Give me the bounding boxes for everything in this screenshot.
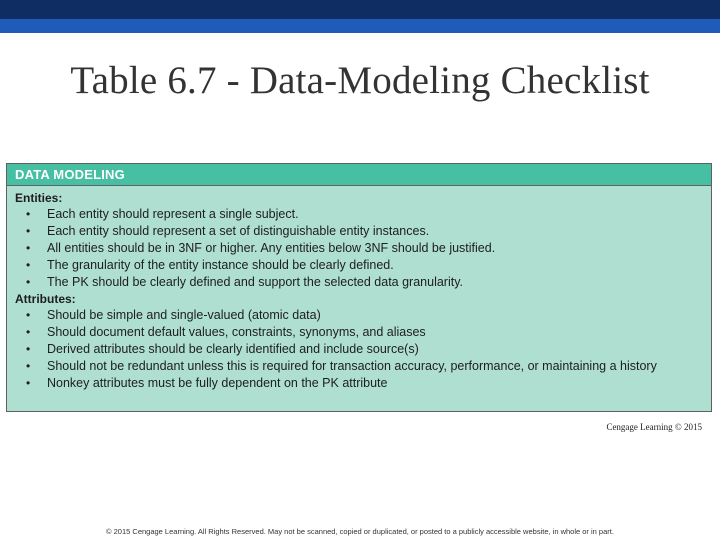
top-band-blue: [0, 19, 720, 33]
bullet-icon: •: [26, 258, 31, 272]
list-item-text: The PK should be clearly defined and support the selected data granularity.: [47, 275, 464, 289]
bullet-icon: •: [26, 241, 31, 255]
entities-list: [15, 206, 703, 291]
bullet-icon: •: [26, 342, 31, 356]
entities-heading: Entities:: [15, 191, 63, 205]
list-item: [15, 324, 703, 341]
list-item: [15, 257, 703, 274]
list-item: [15, 341, 703, 358]
attributes-heading: Attributes:: [15, 292, 76, 306]
list-item-text: The granularity of the entity instance should be clearly defined.: [47, 258, 394, 272]
list-item-text: Should not be redundant unless this is required for transaction accuracy, performance, or maintaining a history: [47, 359, 657, 373]
list-item-text: Should be simple and single-valued (atomic data): [47, 308, 321, 322]
image-credit: Cengage Learning © 2015: [606, 422, 702, 432]
table-header: DATA MODELING: [7, 164, 711, 186]
bullet-icon: •: [26, 376, 31, 390]
bullet-icon: •: [26, 359, 31, 373]
bullet-icon: •: [26, 275, 31, 289]
list-item-text: Each entity should represent a single subject.: [47, 207, 299, 221]
list-item: [15, 240, 703, 257]
list-item-text: Derived attributes should be clearly identified and include source(s): [47, 342, 419, 356]
bullet-icon: •: [26, 325, 31, 339]
bullet-icon: •: [26, 308, 31, 322]
bullet-icon: •: [26, 207, 31, 221]
list-item: [15, 358, 703, 375]
list-item-text: All entities should be in 3NF or higher. Any entities below 3NF should be justified.: [47, 241, 496, 255]
list-item: [15, 206, 703, 223]
list-item: [15, 307, 703, 324]
list-item-text: Each entity should represent a set of distinguishable entity instances.: [47, 224, 430, 238]
list-item-text: Nonkey attributes must be fully dependent on the PK attribute: [47, 376, 388, 390]
list-item: [15, 274, 703, 291]
bullet-icon: •: [26, 224, 31, 238]
copyright-footer: © 2015 Cengage Learning. All Rights Reserved. May not be scanned, copied or duplicated, or posted to a publicly accessible website, in whole or in part.: [106, 527, 614, 536]
list-item: [15, 375, 703, 392]
table-body: [7, 186, 711, 392]
attributes-list: [15, 307, 703, 392]
list-item: [15, 223, 703, 240]
top-band-dark: [0, 0, 720, 19]
data-modeling-checklist-table: [6, 163, 712, 412]
slide-title: Table 6.7 - Data-Modeling Checklist: [70, 59, 650, 102]
list-item-text: Should document default values, constraints, synonyms, and aliases: [47, 325, 426, 339]
